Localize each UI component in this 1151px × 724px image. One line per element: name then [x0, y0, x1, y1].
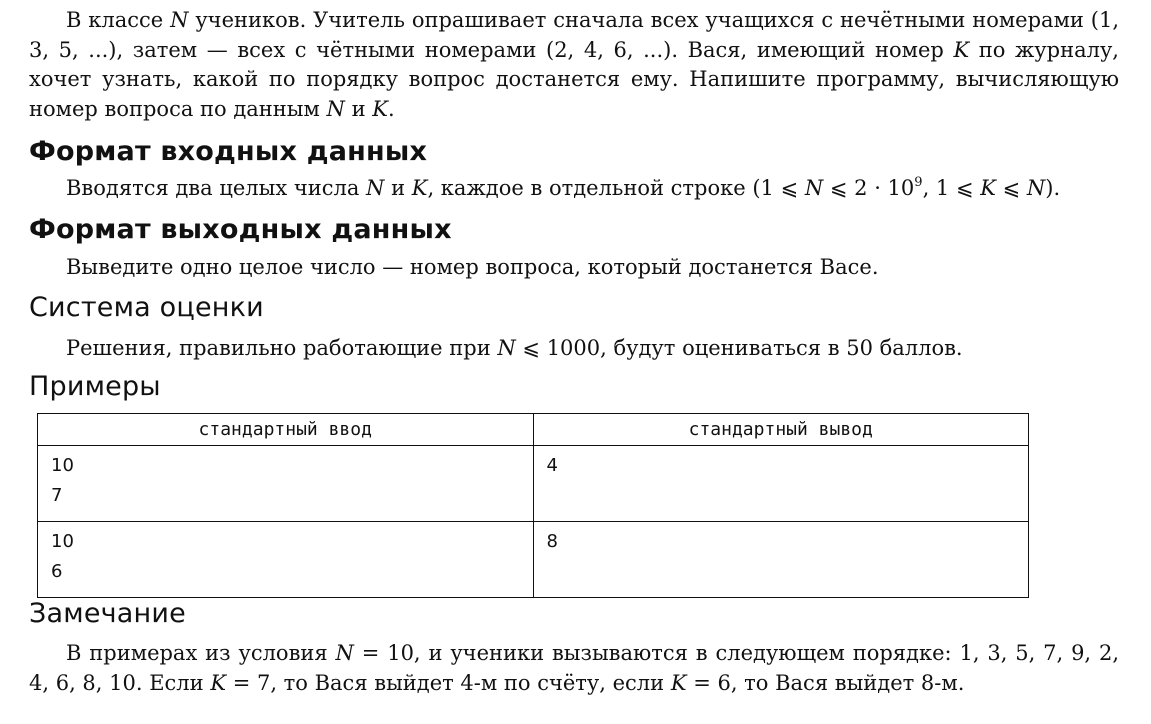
math-var-k: K — [670, 670, 687, 695]
examples-heading: Примеры — [29, 371, 161, 402]
column-header-output: стандартный вывод — [533, 414, 1029, 446]
math-var-n: N — [497, 336, 516, 360]
exponent: 9 — [914, 175, 923, 190]
math-var-k: K — [411, 176, 428, 200]
input-format-part: и — [384, 176, 412, 200]
sample-output-line: 8 — [546, 531, 558, 552]
examples-header-row — [38, 414, 1029, 446]
input-format-part: ⩽ — [995, 176, 1027, 200]
scoring-text — [29, 334, 1119, 364]
note-part: = 6, то Вася выйдет 8-м. — [686, 670, 965, 695]
input-format-part: ). — [1045, 176, 1061, 200]
note-part: В примерах из условия — [66, 641, 336, 665]
input-format-part: , каждое в отдельной строке (1 ⩽ — [427, 176, 805, 200]
sample-input-line: 7 — [51, 485, 63, 506]
input-format-text — [29, 174, 1119, 204]
scoring-part: Решения, правильно работающие при — [66, 336, 498, 360]
math-var-k: K — [980, 176, 996, 200]
math-var-n: N — [326, 96, 345, 121]
note-part: = 7, то Вася выйдет 4-м по счёту, если — [226, 670, 671, 695]
table-row — [38, 522, 1029, 598]
math-var-k: K — [953, 37, 970, 62]
input-format-heading: Формат входных данных — [29, 136, 428, 167]
math-var-k: K — [210, 670, 227, 695]
sample-output-cell — [533, 522, 1029, 598]
sample-input-line: 10 — [51, 455, 74, 476]
scoring-heading: Система оценки — [29, 292, 264, 323]
math-var-n: N — [1026, 176, 1046, 200]
math-var-n: N — [170, 8, 189, 32]
scoring-part: ⩽ 1000, будут оцениваться в 50 баллов. — [515, 336, 963, 360]
input-format-part: Вводятся два целых числа — [66, 176, 367, 200]
statement-text: учеников. Учитель опрашивает сначала всех учащихся с нечётными номерами (1, 3, 5, ...), затем — всех с чётными номерами (2, 4, 6, ...). Вася, имеющий номер — [29, 8, 1119, 62]
input-format-part: ⩽ 2 · 10 — [823, 176, 915, 200]
sample-output-cell — [533, 446, 1029, 522]
statement-text: . — [387, 96, 395, 121]
note-text — [29, 639, 1119, 698]
problem-statement — [29, 6, 1119, 124]
sample-input-cell — [38, 446, 534, 522]
math-var-n: N — [366, 176, 385, 200]
sample-output-line: 4 — [546, 455, 558, 476]
note-heading: Замечание — [29, 598, 186, 629]
output-format-text: Выведите одно целое число — номер вопроса, который достанется Васе. — [66, 255, 879, 279]
sample-input-line: 10 — [51, 531, 74, 552]
column-header-input: стандартный ввод — [38, 414, 534, 446]
input-format-part: , 1 ⩽ — [922, 176, 981, 200]
math-var-n: N — [335, 641, 354, 665]
statement-text: и — [344, 96, 373, 121]
sample-input-cell — [38, 522, 534, 598]
output-format-heading: Формат выходных данных — [29, 214, 452, 245]
note-part: = 10, и ученики вызываются в следующем порядке: 1, 3, 5, 7, 9, 2, 4, 6, 8, 10. Если — [29, 641, 1119, 695]
math-var-n: N — [804, 176, 824, 200]
statement-text: по журналу, хочет узнать, какой по порядку вопрос достанется ему. Напишите программу, вычисляющую номер вопроса по данным — [29, 37, 1119, 121]
math-var-k: K — [372, 96, 388, 121]
examples-table — [37, 413, 1029, 598]
table-row — [38, 446, 1029, 522]
statement-text: В классе — [66, 8, 171, 32]
sample-input-line: 6 — [51, 561, 63, 582]
